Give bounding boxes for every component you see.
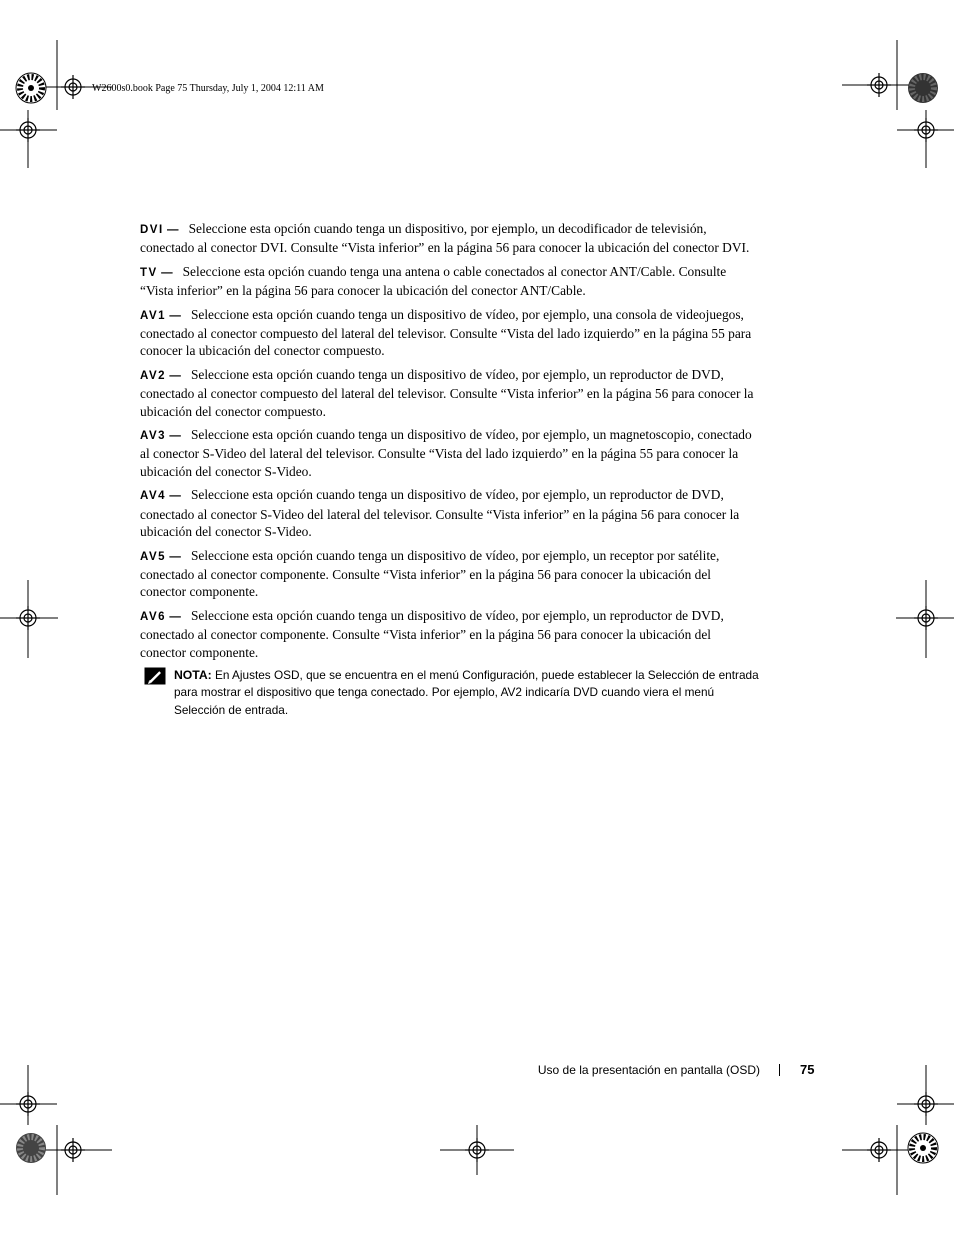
entry-text: Seleccione esta opción cuando tenga un dispositivo de vídeo, por ejemplo, un receptor por satélite, conectado al conector componente. Consulte “Vista inferior” en la página 56 para conocer la ubicación del conector componente. — [140, 547, 720, 600]
footer-divider — [779, 1064, 780, 1076]
entry-label: AV5 — [140, 550, 167, 563]
entry-label: DVI — [140, 224, 164, 236]
entry-dvi — [140, 220, 760, 257]
entry-label: AV2 — [140, 369, 167, 382]
entry-dash: — — [169, 430, 181, 443]
entry-av6 — [140, 607, 760, 661]
pencil-note-icon — [144, 667, 166, 685]
entry-dash: — — [169, 309, 181, 322]
entry-dash: — — [169, 610, 181, 623]
entry-text: Seleccione esta opción cuando tenga un dispositivo de vídeo, por ejemplo, un magnetoscopio, conectado al conector S-Video del lateral del televisor. Consulte “Vista del lado izquierdo” en la página 55 para conocer la ubicación del conector S-Video. — [140, 427, 752, 479]
page-number: 75 — [800, 1062, 815, 1077]
entry-av1 — [140, 306, 760, 360]
entry-label: AV4 — [140, 490, 167, 503]
entry-text: Seleccione esta opción cuando tenga un dispositivo, por ejemplo, un decodificador de televisión, conectado al conector DVI. Consulte “Vista inferior” en la página 56 para conocer la ubicación del conector DVI. — [140, 221, 750, 256]
entry-av5 — [140, 547, 760, 601]
entry-label: AV1 — [140, 309, 167, 322]
entry-dash: — — [167, 224, 179, 236]
entry-label: AV6 — [140, 610, 167, 623]
entry-tv — [140, 263, 760, 300]
entry-text: Seleccione esta opción cuando tenga un dispositivo de vídeo, por ejemplo, un reproductor de DVD, conectado al conector S-Video del lateral del televisor. Consulte “Vista inferior” en la página 56 para conocer la ubicación del conector S-Video. — [140, 487, 740, 540]
entry-label: TV — [140, 266, 158, 279]
entry-dash: — — [169, 550, 181, 563]
note-label: NOTA: — [174, 667, 212, 682]
entry-text: Seleccione esta opción cuando tenga un dispositivo de vídeo, por ejemplo, un reproductor de DVD, conectado al conector compuesto del lateral del televisor. Consulte “Vista inferior” en la página 56 para conocer la ubicación del conector compuesto. — [140, 366, 754, 419]
footer-section-title: Uso de la presentación en pantalla (OSD) — [537, 1063, 760, 1077]
entry-dash: — — [169, 490, 181, 503]
input-options-list — [140, 220, 760, 719]
note-box — [140, 667, 760, 719]
note-text: En Ajustes OSD, que se encuentra en el menú Configuración, puede establecer la Selección de entrada para mostrar el dispositivo que tenga conectado. Por ejemplo, AV2 indicaría DVD cuando viera el menú Selección de entrada. — [174, 667, 759, 717]
entry-dash: — — [161, 266, 173, 279]
entry-av3 — [140, 426, 760, 480]
entry-label: AV3 — [140, 430, 167, 443]
entry-text: Seleccione esta opción cuando tenga una antena o cable conectados al conector ANT/Cable. Consulte “Vista inferior” en la página 56 para conocer la ubicación del conector ANT/Cable. — [140, 263, 727, 299]
book-file-info: W2600s0.book Page 75 Thursday, July 1, 2004 12:11 AM — [92, 83, 324, 94]
entry-text: Seleccione esta opción cuando tenga un dispositivo de vídeo, por ejemplo, un reproductor de DVD, conectado al conector componente. Consulte “Vista inferior” en la página 56 para conocer la ubicación del conector componente. — [140, 607, 724, 660]
entry-dash: — — [169, 369, 181, 382]
entry-text: Seleccione esta opción cuando tenga un dispositivo de vídeo, por ejemplo, una consola de videojuegos, conectado al conector compuesto del lateral del televisor. Consulte “Vista del lado izquierdo” en la página 55 para conocer la ubicación del conector compuesto. — [140, 306, 752, 359]
entry-av2 — [140, 366, 760, 420]
entry-av4 — [140, 486, 760, 540]
